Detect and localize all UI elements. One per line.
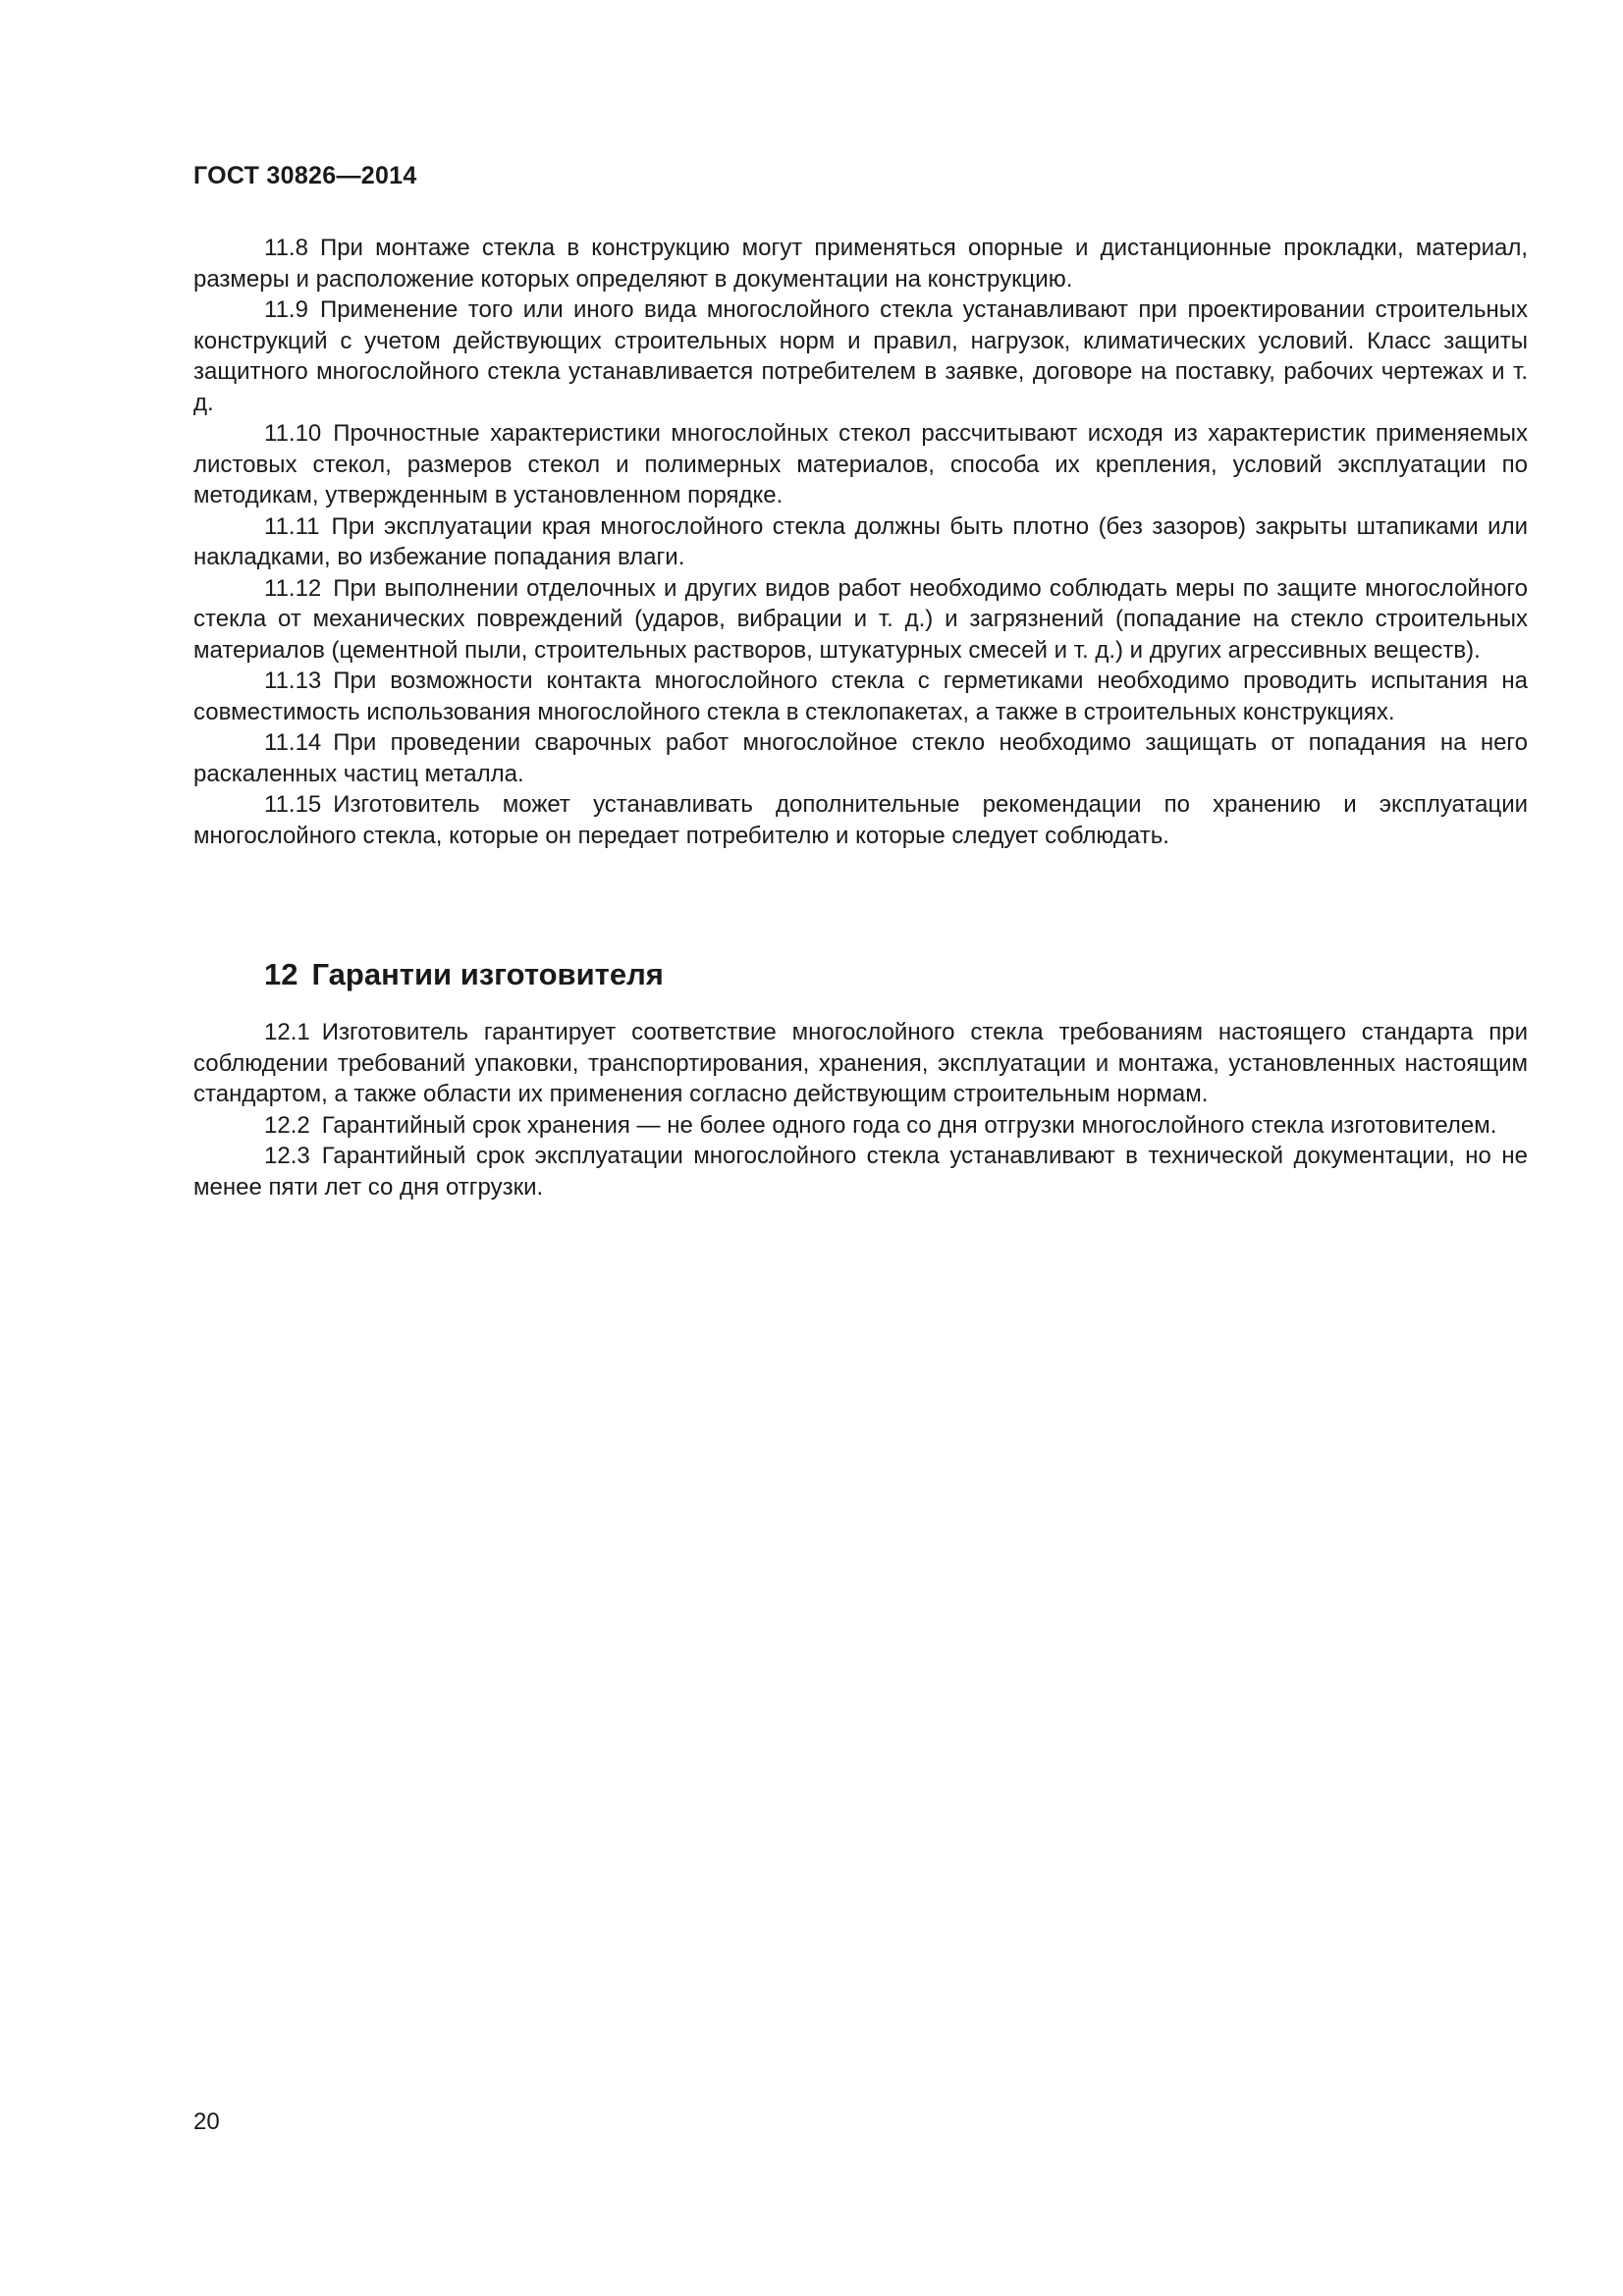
paragraph-11-12 (193, 573, 1528, 667)
paragraph-number: 11.10 (264, 420, 322, 447)
section-12-body (193, 1017, 1528, 1202)
paragraph-number: 12.1 (264, 1019, 310, 1045)
paragraph-11-14 (193, 727, 1528, 789)
paragraph-text: Прочностные характеристики многослойных стекол рассчитывают исходя из характеристик применяемых листовых стекол, размеров стекол и полимерных материалов, способа их крепления, условий эксплуатации по методикам, утвержденным в установленном порядке. (193, 420, 1528, 508)
paragraph-number: 11.15 (264, 791, 322, 818)
paragraph-number: 11.8 (264, 235, 308, 261)
paragraph-text: Гарантийный срок эксплуатации многослойного стекла устанавливают в технической документации, но не менее пяти лет со дня отгрузки. (193, 1143, 1528, 1201)
paragraph-number: 12.2 (264, 1111, 310, 1139)
paragraph-11-11 (193, 511, 1528, 573)
paragraph-11-9 (193, 294, 1528, 418)
paragraph-text: Гарантийный срок хранения — не более одного года со дня отгрузки многослойного стекла изготовителем. (321, 1111, 1497, 1139)
paragraph-11-15 (193, 789, 1528, 851)
paragraph-text: При эксплуатации края многослойного стекла должны быть плотно (без зазоров) закрыты штапиками или накладками, во избежание попадания влаги. (193, 512, 1528, 570)
paragraph-12-1 (193, 1017, 1528, 1110)
paragraph-text: При возможности контакта многослойного стекла с герметиками необходимо проводить испытания на совместимость использования многослойного стекла в стеклопакетах, а также в строительных конструкциях. (193, 667, 1528, 725)
paragraph-12-3 (193, 1141, 1528, 1202)
paragraph-text: При проведении сварочных работ многослойное стекло необходимо защищать от попадания на него раскаленных частиц металла. (193, 729, 1528, 787)
paragraph-text: При монтаже стекла в конструкцию могут применяться опорные и дистанционные прокладки, материал, размеры и расположение которых определяют в документации на конструкцию. (193, 235, 1528, 293)
paragraph-11-10 (193, 418, 1528, 511)
paragraph-11-13 (193, 666, 1528, 727)
paragraph-text: Изготовитель может устанавливать дополнительные рекомендации по хранению и эксплуатации многослойного стекла, которые он передает потребителю и которые следует соблюдать. (193, 791, 1528, 849)
paragraph-text: При выполнении отделочных и других видов работ необходимо соблюдать меры по защите многослойного стекла от механических повреждений (ударов, вибрации и т. д.) и загрязнений (попадание на стекло строительных материалов (цементной пыли, строительных растворов, штукатурных смесей и т. д.) и других агрессивных веществ). (193, 574, 1528, 664)
paragraph-12-2 (193, 1110, 1528, 1142)
paragraph-number: 12.3 (264, 1143, 310, 1169)
paragraph-11-8 (193, 233, 1528, 294)
section-title: Гарантии изготовителя (311, 957, 664, 991)
section-11-body (193, 233, 1528, 851)
paragraph-number: 11.12 (264, 574, 322, 602)
paragraph-number: 11.9 (264, 296, 308, 323)
section-12-heading (264, 957, 664, 992)
document-header: ГОСТ 30826—2014 (193, 162, 417, 189)
section-number: 12 (264, 957, 298, 991)
paragraph-text: Применение того или иного вида многослойного стекла устанавливают при проектировании строительных конструкций с учетом действующих строительных норм и правил, нагрузок, климатических условий. Класс защиты защитного многослойного стекла устанавливается потребителем в заявке, договоре на поставку, рабочих чертежах и т. д. (193, 296, 1528, 416)
paragraph-text: Изготовитель гарантирует соответствие многослойного стекла требованиям настоящего стандарта при соблюдении требований упаковки, транспортирования, хранения, эксплуатации и монтажа, установленных настоящим стандартом, а также области их применения согласно действующим строительным нормам. (193, 1019, 1528, 1107)
paragraph-number: 11.13 (264, 667, 322, 694)
paragraph-number: 11.14 (264, 729, 322, 756)
page-number: 20 (193, 2109, 220, 2135)
paragraph-number: 11.11 (264, 512, 320, 540)
